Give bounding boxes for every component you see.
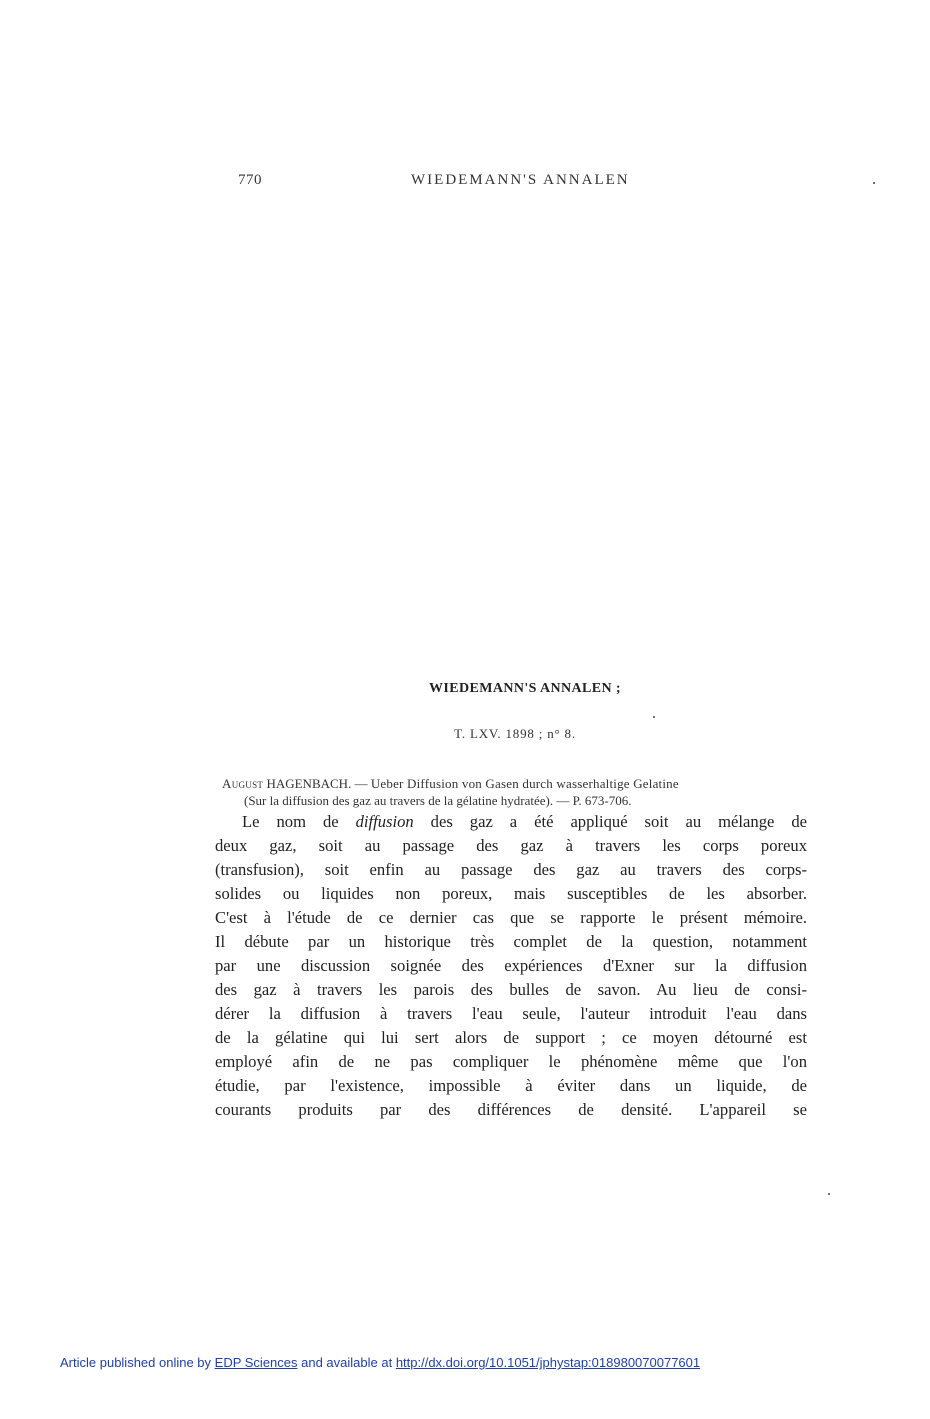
body-line: deux gaz, soit au passage des gaz à travers les corps poreux [215,836,807,855]
body-text-fragment: Le nom de [242,812,356,831]
abstract-body [215,810,807,1122]
body-line: Il débute par un historique très complet de la question, notamment [215,932,807,951]
body-line: courants produits par des différences de densité. L'appareil se [215,1100,807,1119]
print-speck [653,716,655,718]
body-line: dérer la diffusion à travers l'eau seule, l'auteur introduit l'eau dans [215,1004,807,1023]
publisher-link[interactable]: EDP Sciences [214,1355,298,1370]
body-text-fragment: des gaz a été appliqué soit au mélange de [413,812,807,831]
print-speck [828,1193,830,1195]
german-title: Ueber Diffusion von Gasen durch wasserhaltige Gelatine [370,776,679,791]
volume-line: T. LXV. 1898 ; n° 8. [454,726,576,741]
body-line: étudie, par l'existence, impossible à éviter dans un liquide, de [215,1076,807,1095]
body-line: (transfusion), soit enfin au passage des gaz au travers des corps- [215,860,807,879]
body-line: de la gélatine qui lui sert alors de support ; ce moyen détourné est [215,1028,807,1047]
french-title: (Sur la diffusion des gaz au travers de la gélatine hydratée). [244,793,554,808]
body-line: employé afin de ne pas compliquer le phénomène même que l'on [215,1052,807,1071]
body-line: des gaz à travers les parois des bulles de savon. Au lieu de consi- [215,980,807,999]
footer-middle: and available at [297,1355,396,1370]
publication-footer [60,1355,700,1370]
author-given-name: August [222,776,264,791]
running-head-journal: WIEDEMANN'S ANNALEN [411,172,630,188]
section-title: WIEDEMANN'S ANNALEN ; [429,681,621,696]
body-line: par une discussion soignée des expériences d'Exner sur la diffusion [215,956,807,975]
print-speck [873,182,875,184]
footer-prefix: Article published online by [60,1355,215,1370]
emphasis-diffusion: diffusion [355,812,414,831]
author-family-name: HAGENBACH. [266,776,352,791]
body-line [215,810,807,834]
body-line: solides ou liquides non poreux, mais susceptibles de les absorber. [215,884,807,903]
citation-line-1 [222,775,814,792]
citation [222,775,814,809]
page-number: 770 [238,172,262,188]
doi-link[interactable]: http://dx.doi.org/10.1051/jphystap:018980070077601 [395,1355,701,1370]
page-range: — P. 673-706. [553,793,632,808]
running-head [238,172,658,192]
body-line: C'est à l'étude de ce dernier cas que se rapporte le présent mémoire. [215,908,807,927]
citation-dash: — [351,776,371,791]
citation-line-2 [222,792,814,809]
